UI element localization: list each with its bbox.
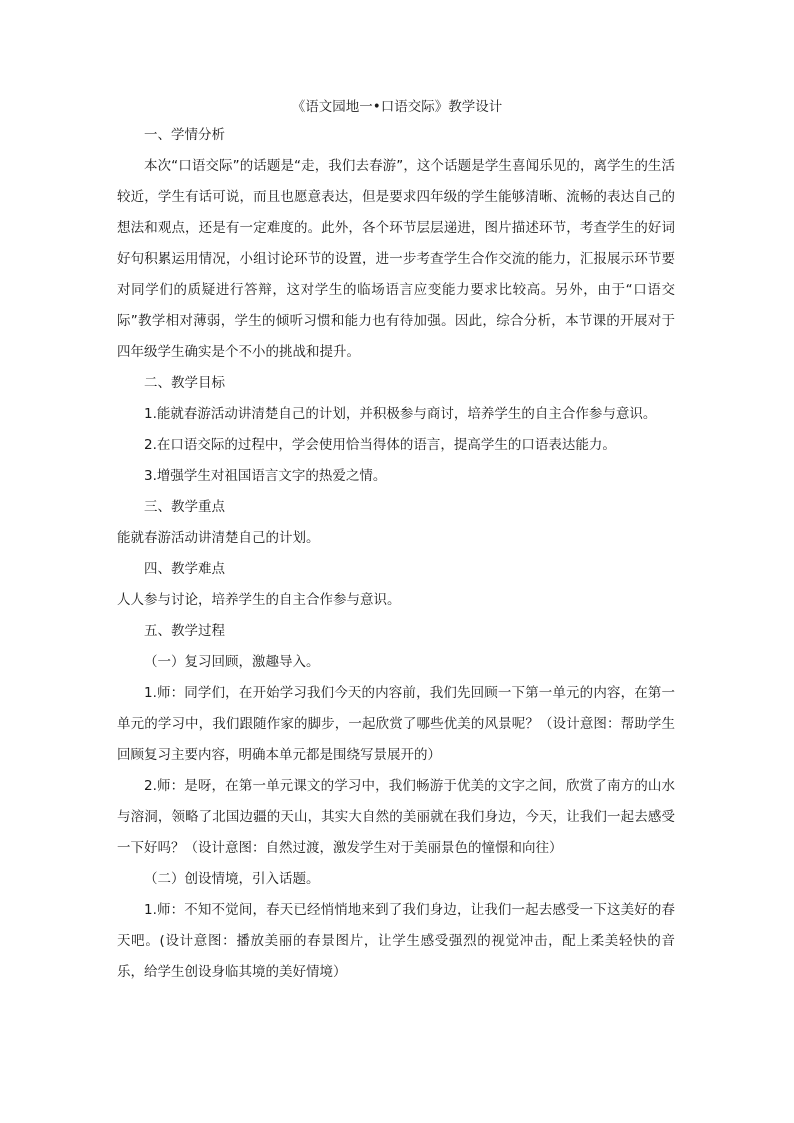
paragraph-key-points: 能就春游活动讲清楚自己的计划。 bbox=[117, 530, 320, 546]
section-heading-learning-analysis: 一、学情分析 bbox=[144, 127, 225, 143]
paragraph-context-1: 1.师：不知不觉间，春天已经悄悄地来到了我们身边，让我们一起去感受一下这美好的春天吧。(设计意图：播放美丽的春景图片，让学生感受强烈的视觉冲击，配上柔美轻快的音乐，给学生创设身临其境的美好情境） bbox=[117, 902, 675, 980]
section-heading-key-points: 三、教学重点 bbox=[144, 499, 225, 515]
section-heading-teaching-process: 五、教学过程 bbox=[144, 623, 225, 639]
paragraph-goal-3: 3.增强学生对祖国语言文字的热爱之情。 bbox=[144, 468, 387, 484]
paragraph-difficulties: 人人参与讨论，培养学生的自主合作参与意识。 bbox=[117, 592, 401, 608]
section-heading-difficulties: 四、教学难点 bbox=[144, 561, 225, 577]
paragraph-goal-2: 2.在口语交际的过程中，学会使用恰当得体的语言，提高学生的口语表达能力。 bbox=[144, 437, 616, 453]
paragraph-review-2: 2.师：是呀，在第一单元课文的学习中，我们畅游于优美的文字之间，欣赏了南方的山水与溶洞，领略了北国边疆的天山，其实大自然的美丽就在我们身边，今天，让我们一起去感受一下好吗？（设计意图：自然过渡，激发学生对于美丽景色的憧憬和向往） bbox=[117, 778, 675, 856]
paragraph-learning-analysis: 本次“口语交际”的话题是“走，我们去春游”，这个话题是学生喜闻乐见的，离学生的生活较近，学生有话可说，而且也愿意表达，但是要求四年级的学生能够清晰、流畅的表达自己的想法和观点，还是有一定难度的。此外，各个环节层层递进，图片描述环节，考查学生的好词好句积累运用情况，小组讨论环节的设置，进一步考查学生合作交流的能力，汇报展示环节要对同学们的质疑进行答辩，这对学生的临场语言应变能力要求比较高。另外，由于“口语交际”教学相对薄弱，学生的倾听习惯和能力也有待加强。因此，综合分析，本节课的开展对于四年级学生确实是个不小的挑战和提升。 bbox=[117, 158, 675, 360]
document-title: 《语文园地一•口语交际》教学设计 bbox=[291, 99, 503, 115]
subsection-heading-review: （一）复习回顾，激趣导入。 bbox=[144, 654, 320, 670]
paragraph-goal-1: 1.能就春游活动讲清楚自己的计划，并积极参与商讨，培养学生的自主合作参与意识。 bbox=[144, 406, 657, 422]
paragraph-review-1: 1.师：同学们，在开始学习我们今天的内容前，我们先回顾一下第一单元的内容，在第一单元的学习中，我们跟随作家的脚步，一起欣赏了哪些优美的风景呢？（设计意图：帮助学生回顾复习主要内容，明确本单元都是围绕写景展开的） bbox=[117, 685, 675, 763]
document-body bbox=[117, 120, 675, 988]
section-heading-teaching-goals: 二、教学目标 bbox=[144, 375, 225, 391]
subsection-heading-context: （二）创设情境，引入话题。 bbox=[144, 871, 320, 887]
